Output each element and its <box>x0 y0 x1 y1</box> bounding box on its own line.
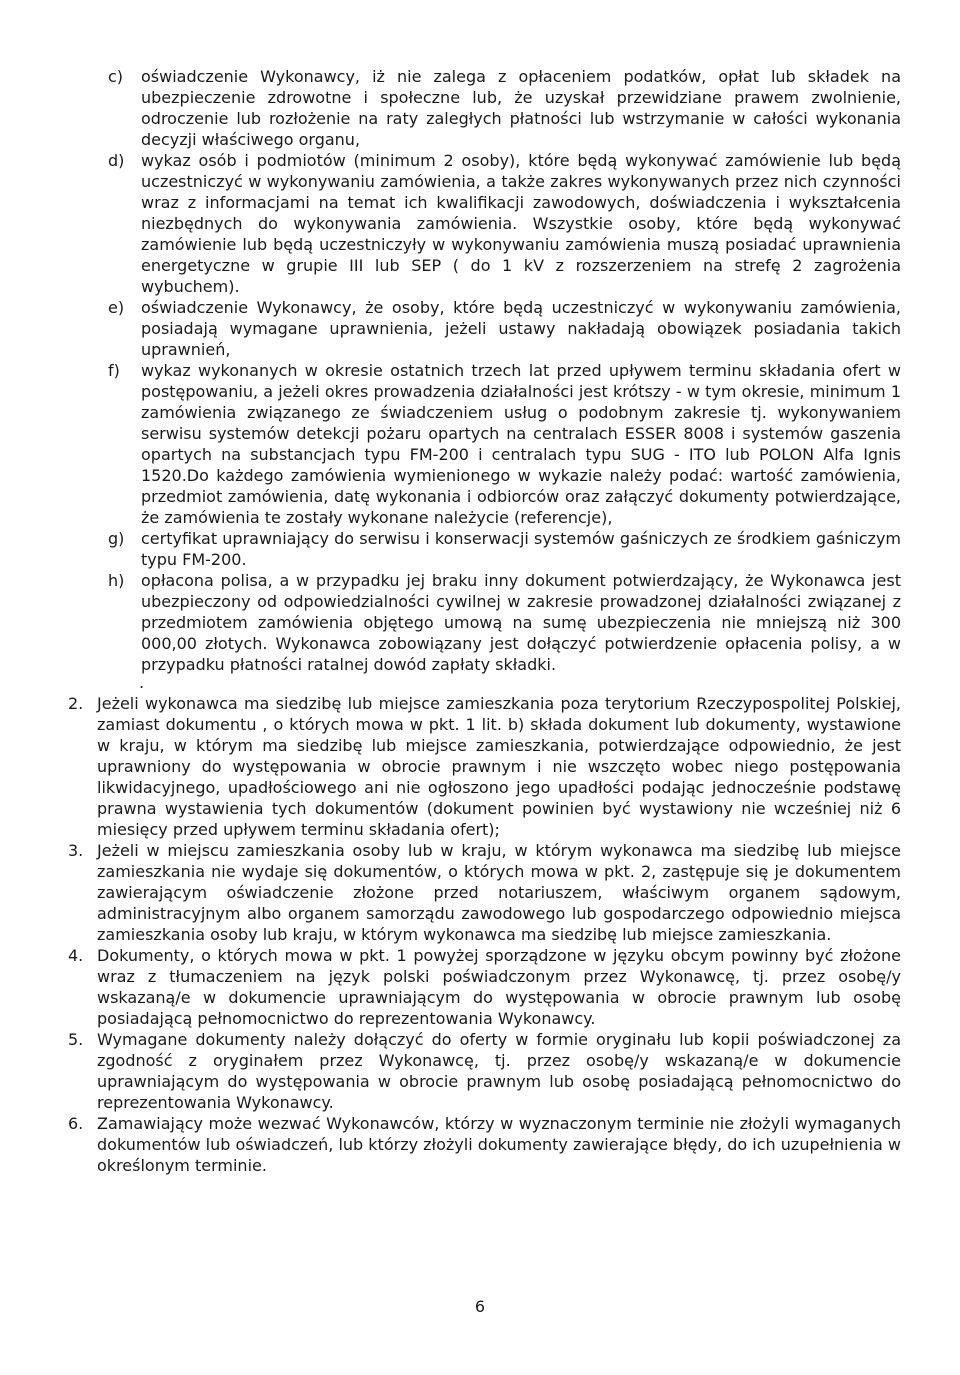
list-item-text: oświadczenie Wykonawcy, iż nie zalega z opłaceniem podatków, opłat lub składek na ubezpieczenie zdrowotne i społeczne lub, że uzyskał przewidziane prawem zwolnienie, odroczenie lub rozłożenie na raty zaległych płatności lub wstrzymanie w całości wykonania decyzji właściwego organu, <box>141 67 901 149</box>
list-item-4 <box>68 945 901 1029</box>
list-item-text: wykaz osób i podmiotów (minimum 2 osoby), które będą wykonywać zamówienie lub będą uczestniczyć w wykonywaniu zamówienia, a także zakres wykonywanych przez nich czynności wraz z informacjami na temat ich kwalifikacji zawodowych, doświadczenia i wykształcenia niezbędnych do wykonywania zamówienia. Wszystkie osoby, które będą wykonywać zamówienie lub będą uczestniczyły w wykonywaniu zamówienia muszą posiadać uprawnienia energetyczne w grupie III lub SEP ( do 1 kV z rozszerzeniem na strefę 2 zagrożenia wybuchem). <box>141 151 901 296</box>
list-item-f <box>108 360 901 528</box>
list-item-e <box>108 297 901 360</box>
list-marker: 6. <box>68 1114 84 1133</box>
list-item-text: Wymagane dokumenty należy dołączyć do oferty w formie oryginału lub kopii poświadczonej za zgodność z oryginałem przez Wykonawcę, tj. przez osobę/y wskazaną/e w dokumencie uprawniającym do występowania w obrocie prawnym lub osobę posiadającą pełnomocnictwo do reprezentowania Wykonawcy. <box>97 1030 901 1112</box>
list-item-2 <box>68 693 901 840</box>
list-marker: g) <box>108 529 125 548</box>
list-item-text: Dokumenty, o których mowa w pkt. 1 powyżej sporządzone w języku obcym powinny być złożone wraz z tłumaczeniem na język polski poświadczonym przez Wykonawcę, tj. przez osobę/y wskazaną/e w dokumencie uprawniającym do występowania w obrocie prawnym lub osobę posiadającą pełnomocnictwo do reprezentowania Wykonawcy. <box>97 946 901 1028</box>
list-marker: 4. <box>68 946 84 965</box>
list-item-d <box>108 150 901 297</box>
list-marker: h) <box>108 571 125 590</box>
list-marker: e) <box>108 298 125 317</box>
list-item-h <box>108 570 901 675</box>
page-number: 6 <box>474 1297 486 1316</box>
list-item-text: wykaz wykonanych w okresie ostatnich trzech lat przed upływem terminu składania ofert w postępowaniu, a jeżeli okres prowadzenia działalności jest krótszy - w tym okresie, minimum 1 zamówienia związanego ze świadczeniem usług o podobnym zakresie tj. wykonywaniem serwisu systemów detekcji pożaru opartych na centralach ESSER 8008 i systemów gaszenia opartych na substancjach typu FM-200 i centralach typu SUG - ITO lub POLON Alfa Ignis 1520.Do każdego zamówienia wymienionego w wykazie należy podać: wartość zamówienia, przedmiot zamówienia, datę wykonania i odbiorców oraz załączyć dokumenty potwierdzające, że zamówienia te zostały wykonane należycie (referencje), <box>141 361 901 527</box>
list-marker: d) <box>108 151 125 170</box>
list-marker: c) <box>108 67 124 86</box>
list-item-6 <box>68 1113 901 1176</box>
list-item-5 <box>68 1029 901 1113</box>
numbered-list <box>68 693 901 1176</box>
list-marker: f) <box>108 361 120 380</box>
list-item-3 <box>68 840 901 945</box>
list-item-text: Jeżeli wykonawca ma siedzibę lub miejsce zamieszkania poza terytorium Rzeczypospolitej Polskiej, zamiast dokumentu , o których mowa w pkt. 1 lit. b) składa dokument lub dokumenty, wystawione w kraju, w którym ma siedzibę lub miejsce zamieszkania, potwierdzające odpowiednio, że jest uprawniony do występowania w obrocie prawnym i nie wszczęto wobec niego postępowania likwidacyjnego, upadłościowego ani nie ogłoszono jego upadłości podając jednocześnie podstawę prawna wystawienia tych dokumentów (dokument powinien być wystawiony nie wcześniej niż 6 miesięcy przed upływem terminu składania ofert); <box>97 694 901 839</box>
list-item-text: oświadczenie Wykonawcy, że osoby, które będą uczestniczyć w wykonywaniu zamówienia, posiadają wymagane uprawnienia, jeżeli ustawy nakładają obowiązek posiadania takich uprawnień, <box>141 298 901 359</box>
list-item-g <box>108 528 901 570</box>
lettered-list <box>108 66 901 675</box>
list-marker: 3. <box>68 841 84 860</box>
list-item-c <box>108 66 901 150</box>
list-marker: 2. <box>68 694 84 713</box>
list-item-text: Jeżeli w miejscu zamieszkania osoby lub w kraju, w którym wykonawca ma siedzibę lub miejsce zamieszkania nie wydaje się dokumentów, o których mowa w pkt. 2, zastępuje się je dokumentem zawierającym oświadczenie złożone przed notariuszem, właściwym organem sądowym, administracyjnym albo organem samorządu zawodowego lub gospodarczego odpowiednio miejsca zamieszkania osoby lub kraju, w którym wykonawca ma siedzibę lub miejsce zamieszkania. <box>97 841 901 944</box>
list-item-text: Zamawiający może wezwać Wykonawców, którzy w wyznaczonym terminie nie złożyli wymaganych dokumentów lub oświadczeń, lub którzy złożyli dokumenty zawierające błędy, do ich uzupełnienia w określonym terminie. <box>97 1114 901 1175</box>
list-marker: 5. <box>68 1030 84 1049</box>
list-item-text: opłacona polisa, a w przypadku jej braku inny dokument potwierdzający, że Wykonawca jest ubezpieczony od odpowiedzialności cywilnej w zakresie prowadzonej działalności związanej z przedmiotem zamówienia objętego umową na sumę ubezpieczenia nie mniejszą niż 300 000,00 złotych. Wykonawca zobowiązany jest dołączyć potwierdzenie opłacenia polisy, a w przypadku płatności ratalnej dowód zapłaty składki. <box>141 571 901 674</box>
list-item-text: certyfikat uprawniający do serwisu i konserwacji systemów gaśniczych ze środkiem gaśniczym typu FM-200. <box>141 529 901 569</box>
stray-dot: . <box>139 673 145 692</box>
